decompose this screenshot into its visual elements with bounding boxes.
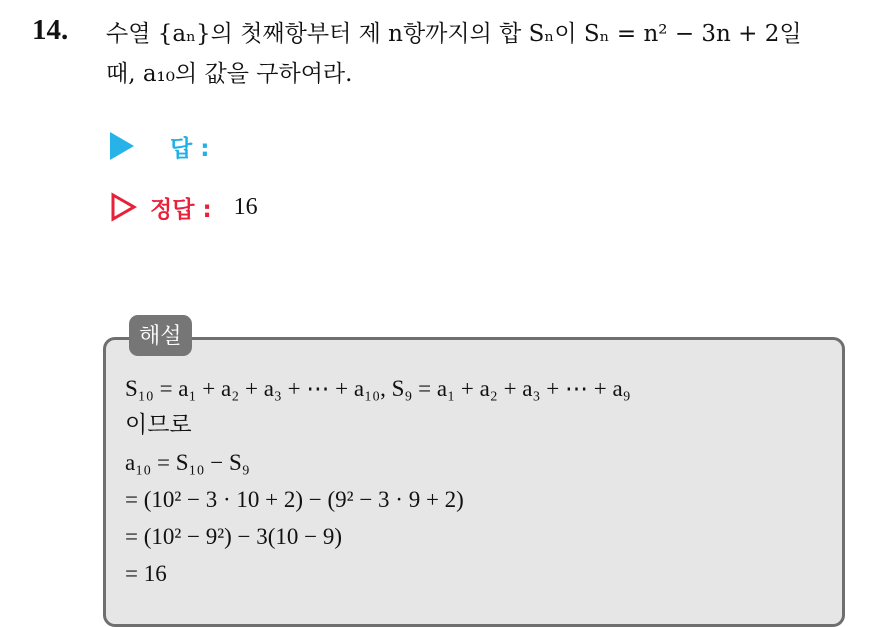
answer-row [110,128,209,164]
solution-line: = (10² − 9²) − 3(10 − 9) [125,524,343,549]
solution-line: a₁₀ = S₁₀ − S₉ [125,450,250,475]
solution-line: S₁₀ = a₁ + a₂ + a₃ + ⋯ + a₁₀, S₉ = a₁ + a₂ + a₃ + ⋯ + a₉ [125,376,631,401]
outline-triangle-icon [110,192,138,222]
solution-line: = 16 [125,561,167,586]
problem-line-2: 때, a₁₀의 값을 구하여라. [106,61,353,87]
correct-answer-value: 16 [233,193,258,220]
solution-body [125,370,835,592]
solution-line: 이므로 [125,412,192,438]
correct-answer-label: 정답 : [150,196,212,223]
problem-number: 14. [32,14,69,46]
solution-tag: 해설 [129,315,192,356]
correct-answer-row [110,188,258,226]
solution-line: = (10² − 3 · 10 + 2) − (9² − 3 · 9 + 2) [125,487,464,512]
problem-line-1: 수열 {aₙ}의 첫째항부터 제 n항까지의 합 Sₙ이 Sₙ = n² − 3n + 2일 [106,21,802,47]
problem-text [106,14,876,94]
play-triangle-icon [110,132,134,160]
answer-label: 답 : [170,135,210,162]
